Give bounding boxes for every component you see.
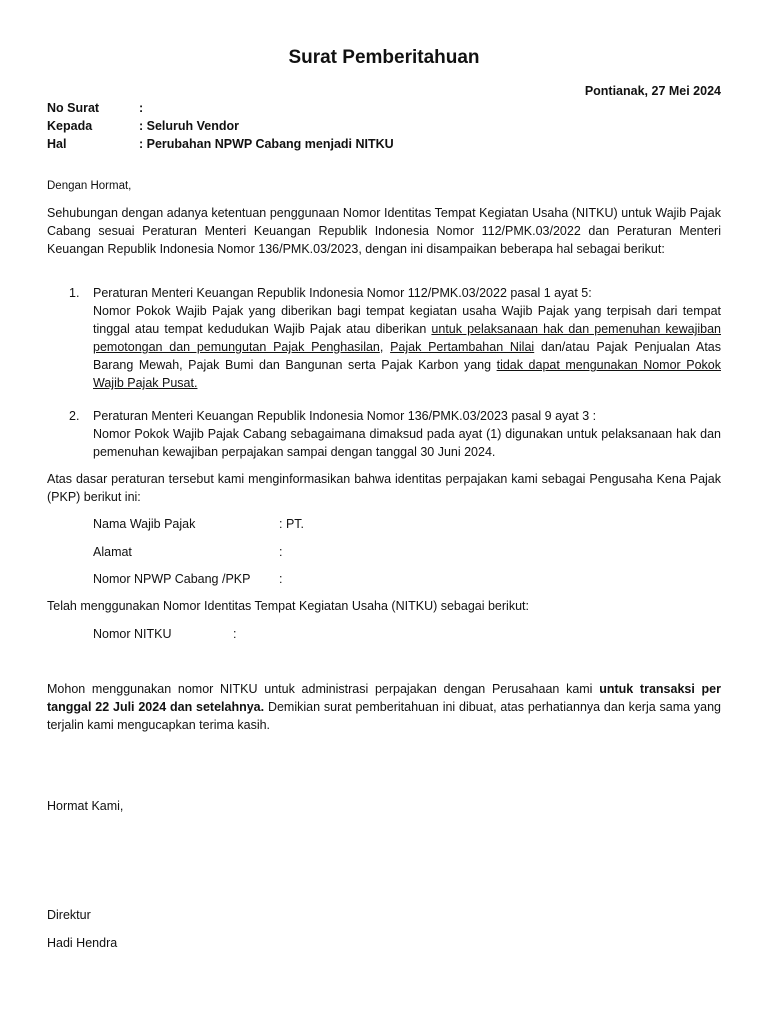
- meta-label: Hal: [47, 137, 67, 151]
- meta-row-hal: [47, 135, 721, 153]
- list-number: 2.: [69, 409, 80, 423]
- letter-page: [47, 0, 721, 1024]
- list-number: 1.: [69, 286, 80, 300]
- field-value: :: [279, 545, 283, 559]
- field-label: Nomor NITKU: [93, 627, 172, 641]
- nitku-statement: Telah menggunakan Nomor Identitas Tempat Kegiatan Usaha (NITKU) sebagai berikut:: [47, 599, 529, 613]
- field-label: Nama Wajib Pajak: [93, 517, 196, 531]
- signer-position: Direktur: [47, 908, 91, 922]
- basis-paragraph: Atas dasar peraturan tersebut kami menginformasikan bahwa identitas perpajakan kami sebagai Pengusaha Kena Pajak (PKP) berikut ini:: [47, 472, 721, 504]
- field-value: :: [233, 627, 237, 641]
- field-nomor-nitku: [93, 625, 236, 643]
- closing: Hormat Kami,: [47, 799, 124, 813]
- place-date: Pontianak, 27 Mei 2024: [584, 84, 721, 98]
- text-run: dan/atau Pajak Penjualan Atas Barang Mewah, Pajak Bumi dan Bangunan serta Pajak Karbon yang: [93, 340, 721, 372]
- meta-row-no-surat: [47, 99, 721, 117]
- regulation-text: Nomor Pokok Wajib Pajak Cabang sebagaimana dimaksud pada ayat (1) digunakan untuk pelaksanaan hak dan pemenuhan kewajiban perpajakan sampai dengan tanggal 30 Juni 2024.: [93, 427, 721, 459]
- field-alamat: [93, 543, 282, 561]
- meta-value: : Perubahan NPWP Cabang menjadi NITKU: [139, 137, 394, 151]
- bold-text: untuk transaksi per tanggal 22 Juli 2024 dan setelahnya.: [47, 682, 721, 714]
- text-run: Nomor Pokok Wajib Pajak yang diberikan bagi tempat kegiatan usaha Wajib Pajak yang terpisah dari tempat tinggal atau tempat kedudukan Wajib Pajak atau diberikan: [93, 304, 721, 336]
- list-item-1: [47, 284, 721, 392]
- letter-title: Surat Pemberitahuan: [288, 47, 480, 68]
- meta-value: : Seluruh Vendor: [139, 119, 240, 133]
- text-run: Demikian surat pemberitahuan ini dibuat, atas perhatiannya dan kerja sama yang terjalin kami mengucapkan terima kasih.: [47, 700, 722, 732]
- text-run: ,: [379, 340, 391, 354]
- text-run: Mohon menggunakan nomor NITKU untuk administrasi perpajakan dengan Perusahaan kami: [47, 682, 600, 696]
- signer-name: Hadi Hendra: [47, 936, 118, 950]
- meta-row-kepada: [47, 117, 721, 135]
- list-item-body: [93, 407, 721, 461]
- request-paragraph: [47, 680, 721, 734]
- underlined-text: tidak dapat mengunakan Nomor Pokok Wajib Pajak Pusat.: [93, 358, 721, 390]
- list-item-body: [93, 284, 721, 392]
- greeting: Dengan Hormat,: [47, 180, 132, 192]
- regulation-heading: Peraturan Menteri Keuangan Republik Indonesia Nomor 136/PMK.03/2023 pasal 9 ayat 3 :: [93, 409, 597, 423]
- letter-meta: [47, 99, 721, 153]
- field-label: Alamat: [93, 545, 132, 559]
- regulation-text: [93, 302, 721, 392]
- field-nama-wajib-pajak: [93, 515, 304, 533]
- underlined-text: Pajak Pertambahan Nilai: [390, 340, 535, 354]
- field-value: : PT.: [279, 517, 305, 531]
- meta-label: Kepada: [47, 119, 93, 133]
- regulation-heading: Peraturan Menteri Keuangan Republik Indonesia Nomor 112/PMK.03/2022 pasal 1 ayat 5:: [93, 286, 592, 300]
- underlined-text: untuk pelaksanaan hak dan pemenuhan kewajiban pemotongan dan pemungutan Pajak Penghasilan: [93, 322, 721, 354]
- field-value: :: [279, 572, 283, 586]
- field-label: Nomor NPWP Cabang /PKP: [93, 572, 251, 586]
- field-npwp-cabang: [93, 570, 282, 588]
- meta-label: No Surat: [47, 101, 100, 115]
- list-item-2: [47, 407, 721, 461]
- meta-value: :: [139, 101, 144, 115]
- intro-paragraph: Sehubungan dengan adanya ketentuan penggunaan Nomor Identitas Tempat Kegiatan Usaha (NITKU) untuk Wajib Pajak Cabang sesuai Peraturan Menteri Keuangan Republik Indonesia Nomor 112/PMK.03/2022 dan Peraturan Menteri Keuangan Republik Indonesia Nomor 136/PMK.03/2023, dengan ini disampaikan beberapa hal sebagai berikut:: [47, 206, 721, 256]
